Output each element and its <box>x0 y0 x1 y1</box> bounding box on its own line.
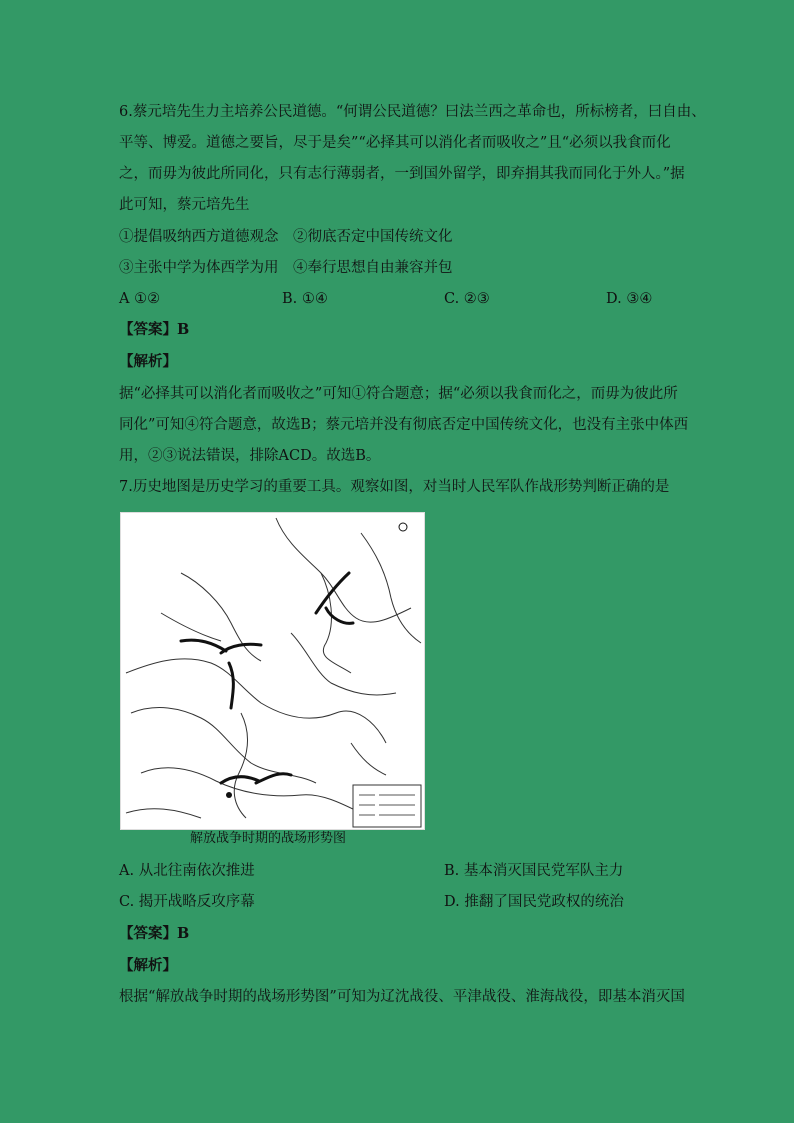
q7-analysis-label: 【解析】 <box>119 957 177 974</box>
q6-stem-line-4: 此可知，蔡元培先生 <box>119 197 250 213</box>
q6-stem-line-3: 之，而毋为彼此所同化，只有志行薄弱者，一到国外留学，即弃捐其我而同化于外人。”据 <box>119 166 685 182</box>
q7-option-a: A. 从北往南依次推进 <box>119 863 255 879</box>
q6-analysis-line-1: 据“必择其可以消化者而吸收之”可知①符合题意；据“必须以我食而化之，而毋为彼此所 <box>119 386 678 402</box>
q6-option-d: D. ③④ <box>606 291 653 307</box>
q6-stem-line-2: 平等、博爱。道德之要旨，尽于是矣”“必择其可以消化者而吸收之”且“必须以我食而化 <box>119 135 671 151</box>
q7-answer: 【答案】B <box>119 925 190 942</box>
battle-map-image <box>120 512 425 830</box>
q7-analysis-line-1: 根据“解放战争时期的战场形势图”可知为辽沈战役、平津战役、淮海战役，即基本消灭国 <box>119 989 685 1005</box>
map-caption: 解放战争时期的战场形势图 <box>190 831 347 846</box>
q7-stem: 7.历史地图是历史学习的重要工具。观察如图，对当时人民军队作战形势判断正确的是 <box>119 479 670 495</box>
q6-analysis-label: 【解析】 <box>119 353 177 370</box>
q7-option-b: B. 基本消灭国民党军队主力 <box>444 863 624 879</box>
map-legend <box>353 785 421 827</box>
q6-analysis-line-3: 用，②③说法错误，排除ACD。故选B。 <box>119 448 381 464</box>
q6-answer: 【答案】B <box>119 321 190 338</box>
q6-stem-line-1: 6.蔡元培先生力主培养公民道德。“何谓公民道德？曰法兰西之革命也，所标榜者，曰自由、 <box>119 104 706 120</box>
q6-option-a: A ①② <box>119 291 161 307</box>
q6-analysis-line-2: 同化”可知④符合题意，故选B；蔡元培并没有彻底否定中国传统文化，也没有主张中体西 <box>119 417 689 433</box>
q7-option-d: D. 推翻了国民党政权的统治 <box>444 894 624 910</box>
q7-option-c: C. 揭开战略反攻序幕 <box>119 894 255 910</box>
q6-option-b: B. ①④ <box>282 291 328 307</box>
battle-map-drawing <box>121 513 426 831</box>
q6-statement-1: ①提倡吸纳西方道德观念 ②彻底否定中国传统文化 <box>119 229 453 245</box>
q6-statement-2: ③主张中学为体西学为用 ④奉行思想自由兼容并包 <box>119 260 453 276</box>
q6-option-c: C. ②③ <box>444 291 490 307</box>
